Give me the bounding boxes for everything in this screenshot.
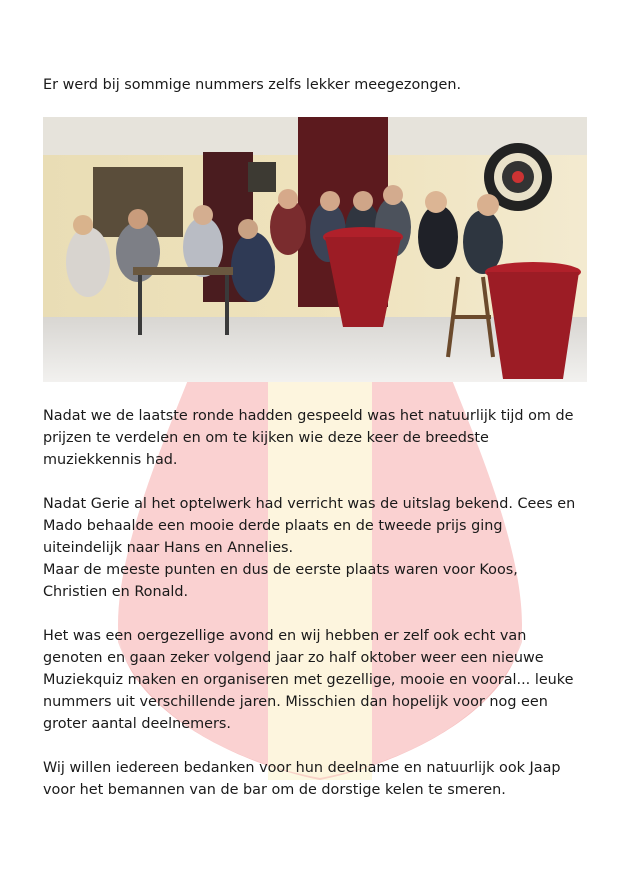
text-line: voor het bemannen van de bar om de dorstige kelen te smeren.: [43, 782, 506, 798]
paragraph-evening: [43, 625, 603, 735]
paragraph-winners: [43, 493, 603, 603]
text-line: Maar de meeste punten en dus de eerste plaats waren voor Koos,: [43, 562, 518, 578]
text-line: Muziekquiz maken en organiseren met gezellige, mooie en vooral... leuke: [43, 672, 574, 688]
text-line: Christien en Ronald.: [43, 584, 189, 600]
paragraph-results-intro: [43, 405, 603, 471]
text-line: groter aantal deelnemers.: [43, 716, 231, 732]
text-line: prijzen te verdelen en om te kijken wie deze keer de breedste: [43, 430, 489, 446]
text-line: muziekkennis had.: [43, 452, 178, 468]
intro-paragraph: [43, 74, 603, 96]
text-line: Nadat we de laatste ronde hadden gespeeld was het natuurlijk tijd om de: [43, 408, 574, 424]
text-line: uiteindelijk naar Hans en Annelies.: [43, 540, 294, 556]
text-line: Mado behaalde een mooie derde plaats en de tweede prijs ging: [43, 518, 503, 534]
text-line: nummers uit verschillende jaren. Misschien dan hopelijk voor nog een: [43, 694, 548, 710]
paragraph-thanks: [43, 757, 603, 801]
photo-window: [248, 162, 276, 192]
text-line: Nadat Gerie al het optelwerk had verricht was de uitslag bekend. Cees en: [43, 496, 576, 512]
text-line: Er werd bij sommige nummers zelfs lekker meegezongen.: [43, 77, 462, 93]
text-line: genoten en gaan zeker volgend jaar zo half oktober weer een nieuwe: [43, 650, 544, 666]
event-photo: [43, 117, 587, 382]
text-line: Het was een oergezellige avond en wij hebben er zelf ook echt van: [43, 628, 527, 644]
text-line: Wij willen iedereen bedanken voor hun deelname en natuurlijk ook Jaap: [43, 760, 561, 776]
